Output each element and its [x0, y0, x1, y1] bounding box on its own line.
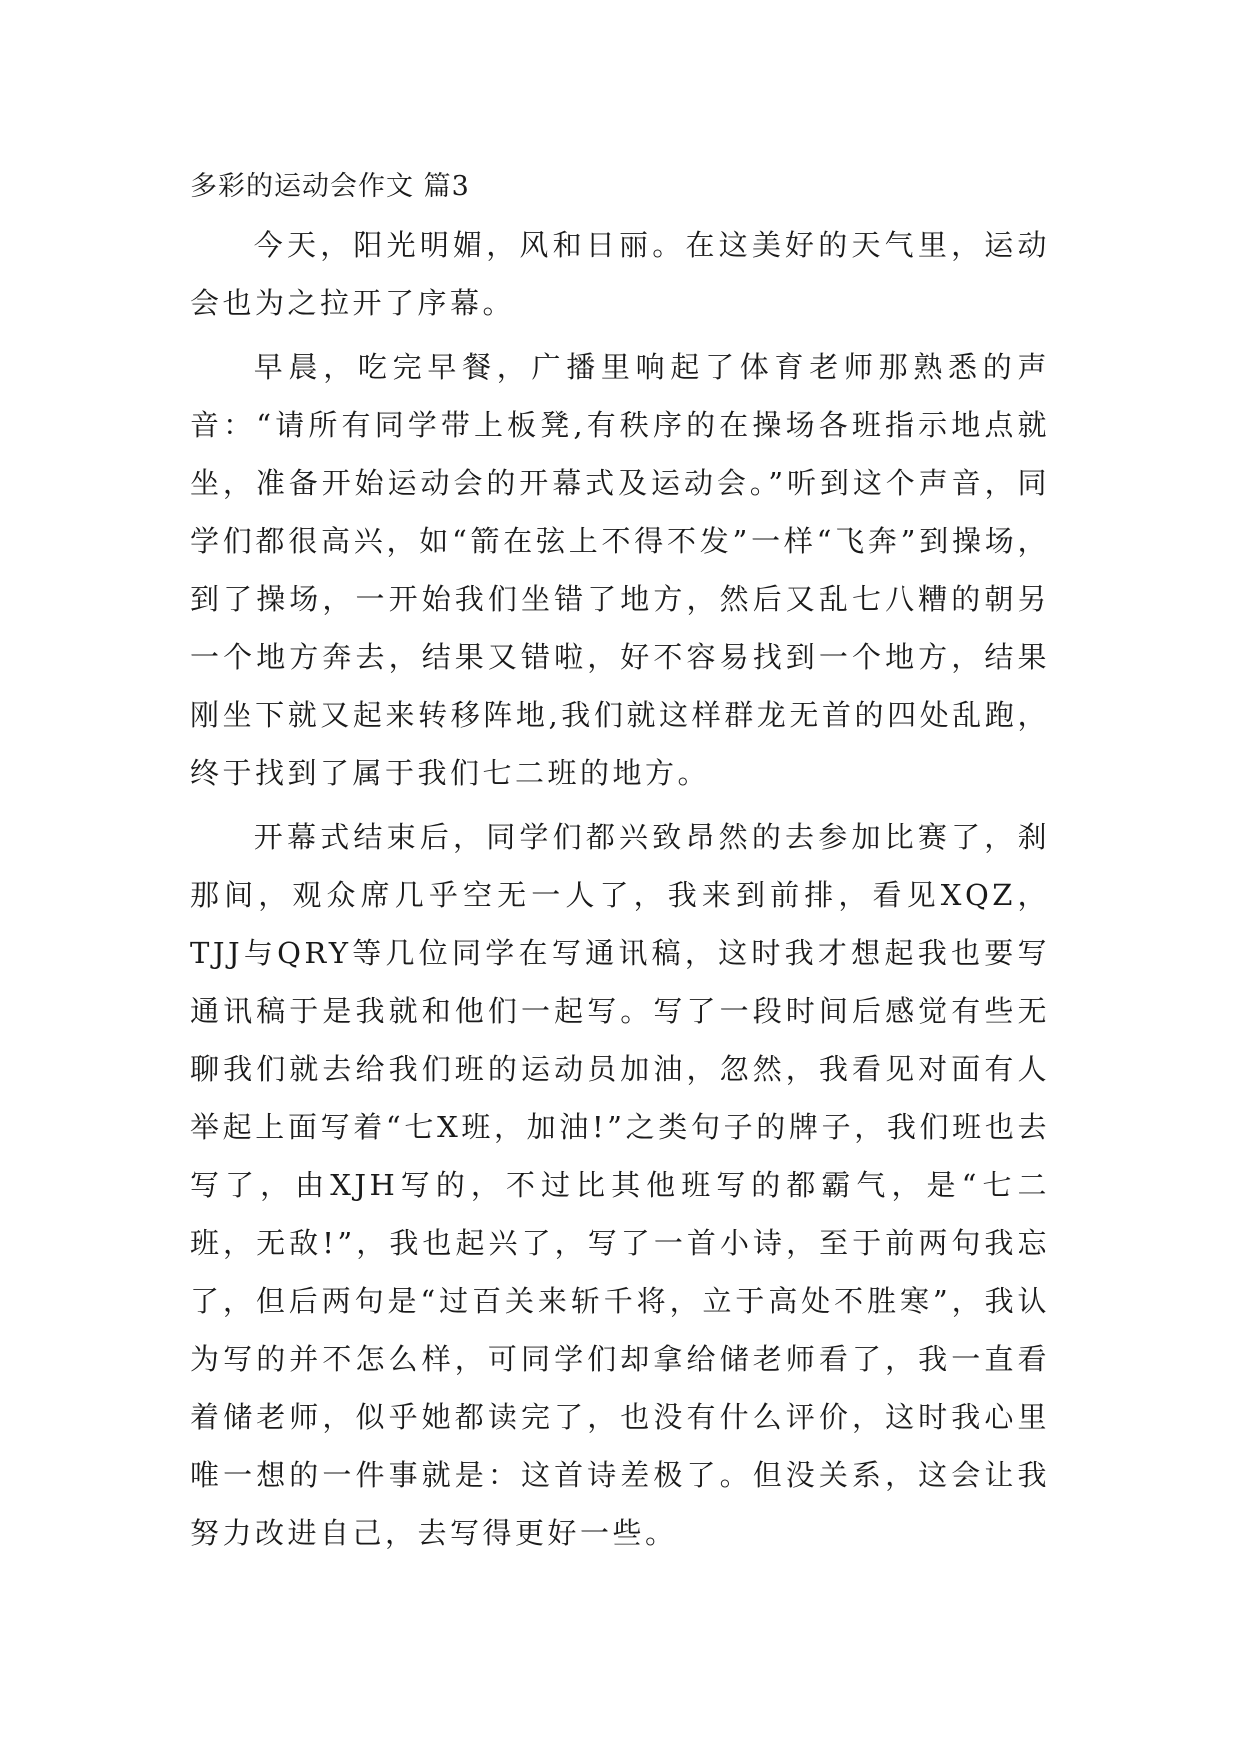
paragraph-2: 早晨，吃完早餐，广播里响起了体育老师那熟悉的声音：“请所有同学带上板凳,有秩序的在操场各班指示地点就坐，准备开始运动会的开幕式及运动会。”听到这个声音，同学们都很高兴，如“箭在弦上不得不发”一样“飞奔”到操场，到了操场，一开始我们坐错了地方，然后又乱七八糟的朝另一个地方奔去，结果又错啦，好不容易找到一个地方，结果刚坐下就又起来转移阵地,我们就这样群龙无首的四处乱跑，终于找到了属于我们七二班的地方。 — [190, 350, 1050, 790]
paragraph-3: 开幕式结束后，同学们都兴致昂然的去参加比赛了，刹那间，观众席几乎空无一人了，我来到前排，看见XQZ，TJJ与QRY等几位同学在写通讯稿，这时我才想起我也要写通讯稿于是我就和他们一起写。写了一段时间后感觉有些无聊我们就去给我们班的运动员加油，忽然，我看见对面有人举起上面写着“七X班，加油!”之类句子的牌子，我们班也去写了，由XJH写的，不过比其他班写的都霸气，是“七二班，无敌!”，我也起兴了，写了一首小诗，至于前两句我忘了，但后两句是“过百关来斩千将，立于高处不胜寒”，我认为写的并不怎么样，可同学们却拿给储老师看了，我一直看着储老师，似乎她都读完了，也没有什么评价，这时我心里唯一想的一件事就是：这首诗差极了。但没关系，这会让我努力改进自己，去写得更好一些。 — [190, 820, 1050, 1550]
paragraph-1: 今天，阳光明媚，风和日丽。在这美好的天气里，运动会也为之拉开了序幕。 — [190, 228, 1050, 320]
document-body — [190, 158, 1050, 1568]
document-title: 多彩的运动会作文 篇3 — [190, 171, 470, 202]
